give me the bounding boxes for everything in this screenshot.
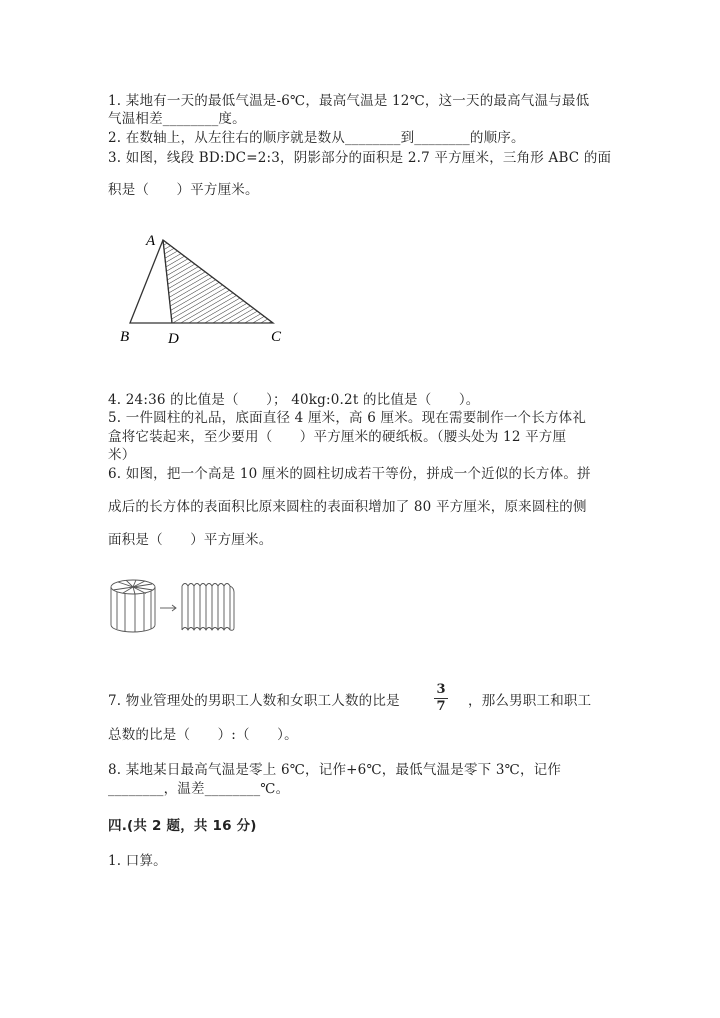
q4-text: 4. 24:36 的比值是（ ）； 40kg:0.2t 的比值是（ ）。	[108, 392, 480, 408]
label-c: C	[271, 329, 282, 345]
label-d: D	[168, 331, 179, 347]
q7-line1-b: ，那么男职工和职工	[468, 693, 592, 709]
q5-line3: 米）	[108, 447, 136, 463]
fraction-3-7	[433, 683, 449, 714]
q8-line2: ________，温差________℃。	[108, 781, 290, 797]
fraction-denominator: 7	[436, 699, 446, 714]
q3-line1: 3. 如图，线段 BD:DC=2:3，阴影部分的面积是 2.7 平方厘米，三角形 ABC 的面	[108, 150, 612, 166]
section-4-heading: 四.(共 2 题，共 16 分)	[108, 818, 257, 834]
label-a: A	[146, 233, 156, 249]
cylinder-to-cuboid-figure	[108, 578, 248, 638]
section-4-q1: 1. 口算。	[108, 853, 167, 869]
q7-line1-a: 7. 物业管理处的男职工人数和女职工人数的比是	[108, 693, 400, 709]
q2-text: 2. 在数轴上，从左往右的顺序就是数从________到________的顺序。	[108, 130, 525, 146]
q7-line2: 总数的比是（ ）:（ ）。	[108, 727, 298, 743]
q5-line2: 盒将它装起来，至少要用（ ）平方厘米的硬纸板。（腰头处为 12 平方厘	[108, 429, 567, 445]
q1-line2: 气温相差________度。	[108, 111, 246, 127]
q5-line1: 5. 一件圆柱的礼品，底面直径 4 厘米，高 6 厘米。现在需要制作一个长方体礼	[108, 410, 587, 426]
q8-line1: 8. 某地某日最高气温是零上 6℃，记作+6℃，最低气温是零下 3℃，记作	[108, 762, 562, 778]
fraction-numerator: 3	[436, 682, 446, 697]
q6-line2: 成后的长方体的表面积比原来圆柱的表面积增加了 80 平方厘米，原来圆柱的侧	[108, 499, 587, 515]
triangle-abc-figure	[110, 225, 310, 355]
q6-line1: 6. 如图，把一个高是 10 厘米的圆柱切成若干等份，拼成一个近似的长方体。拼	[108, 466, 591, 482]
q3-line2: 积是（ ）平方厘米。	[108, 182, 259, 198]
label-b: B	[120, 329, 130, 345]
q1-line1: 1. 某地有一天的最低气温是-6℃，最高气温是 12℃，这一天的最高气温与最低	[108, 93, 590, 109]
q6-line3: 面积是（ ）平方厘米。	[108, 532, 273, 548]
